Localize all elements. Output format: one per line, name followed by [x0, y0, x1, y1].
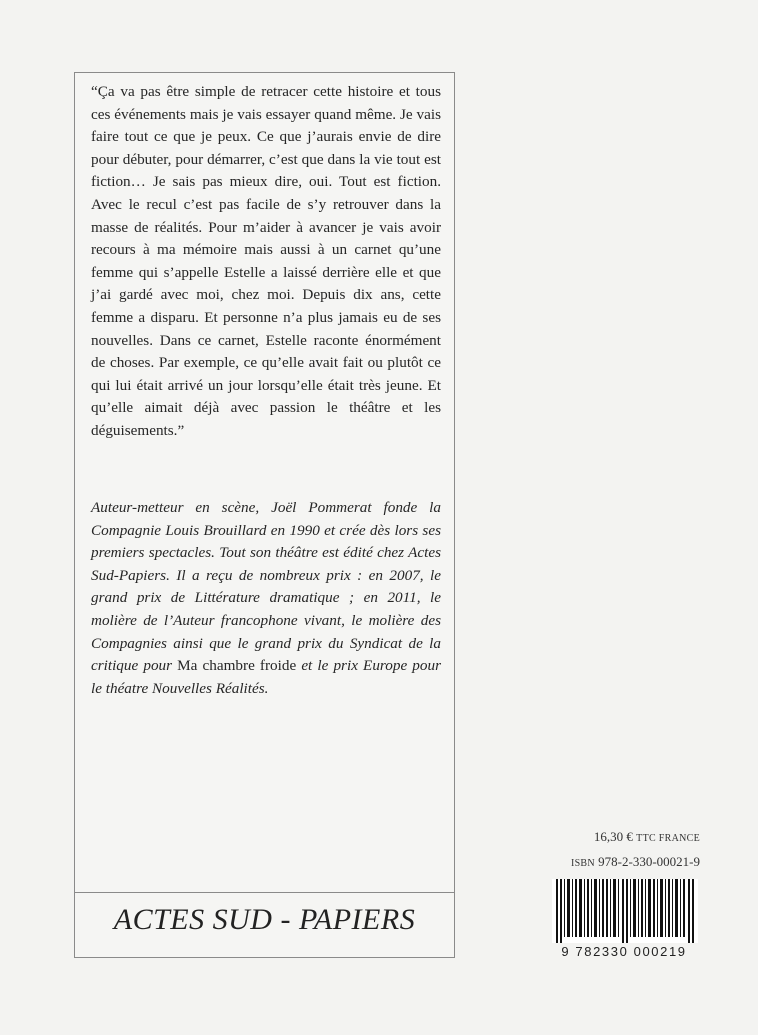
bio-title-ma-chambre-froide: Ma chambre froide	[177, 657, 297, 675]
bio-text-2: et le prix Europe pour le théatre	[91, 657, 441, 697]
barcode-image	[552, 879, 698, 943]
quote-text: “Ça va pas être simple de retracer cette histoire et tous ces événements mais je vais essayer quand même. Je vais faire tout ce que je peux. Ce que j’aurais envie de dire pour débuter, pour démarrer, c’est que dans la vie tout est fiction… Je sais pas mieux dire, oui. Tout est fiction. Avec le recul c’est pas facile de s’y retrouver dans la masse de réalités. Pour m’aider à avancer je vais avoir recours à ma mémoire mais aussi à un carnet qu’une femme qui s’appelle Estelle a laissé derrière elle et que j’ai gardé avec moi, chez moi. Depuis dix ans, cette femme a disparu. Et personne n’a plus jamais eu de ses nouvelles. Dans ce carnet, Estelle raconte énormément de choses. Par exemple, ce qu’elle avait fait ou plutôt ce qui lui était arrivé un jour lorsqu’elle était très jeune. Et qu’elle aimait déjà avec passion le théâtre et les déguisements.”	[91, 83, 441, 439]
publisher-logo: ACTES SUD - PAPIERS	[113, 903, 416, 936]
isbn-label: ISBN	[570, 858, 595, 869]
bio-title-nouvelles-realites: Nouvelles Réalités	[152, 679, 265, 697]
back-cover-frame	[74, 72, 455, 958]
bio-text-3: .	[264, 679, 269, 697]
price-suffix: TTC FRANCE	[636, 833, 700, 844]
bio-text-1: Auteur-metteur en scène, Joël Pommerat fonde la Compagnie Louis Brouillard en 1990 et crée dès lors ses premiers spectacles. Tout son théâtre est édité chez Actes Sud-Papiers. Il a reçu de nombreux prix : en 2007, le grand prix de Littérature dramatique ; en 2011, le molière de l’Auteur francophone vivant, le molière des Compagnies ainsi que le grand prix du Syndicat de la critique pour	[91, 499, 441, 675]
author-bio	[91, 497, 441, 700]
isbn-value: 978-2-330-00021-9	[598, 854, 700, 869]
barcode-digits: 9 782330 000219	[561, 944, 687, 959]
isbn-line	[540, 854, 700, 870]
price-line	[560, 829, 700, 845]
price-value: 16,30 €	[593, 829, 633, 844]
publisher-divider	[75, 892, 454, 893]
